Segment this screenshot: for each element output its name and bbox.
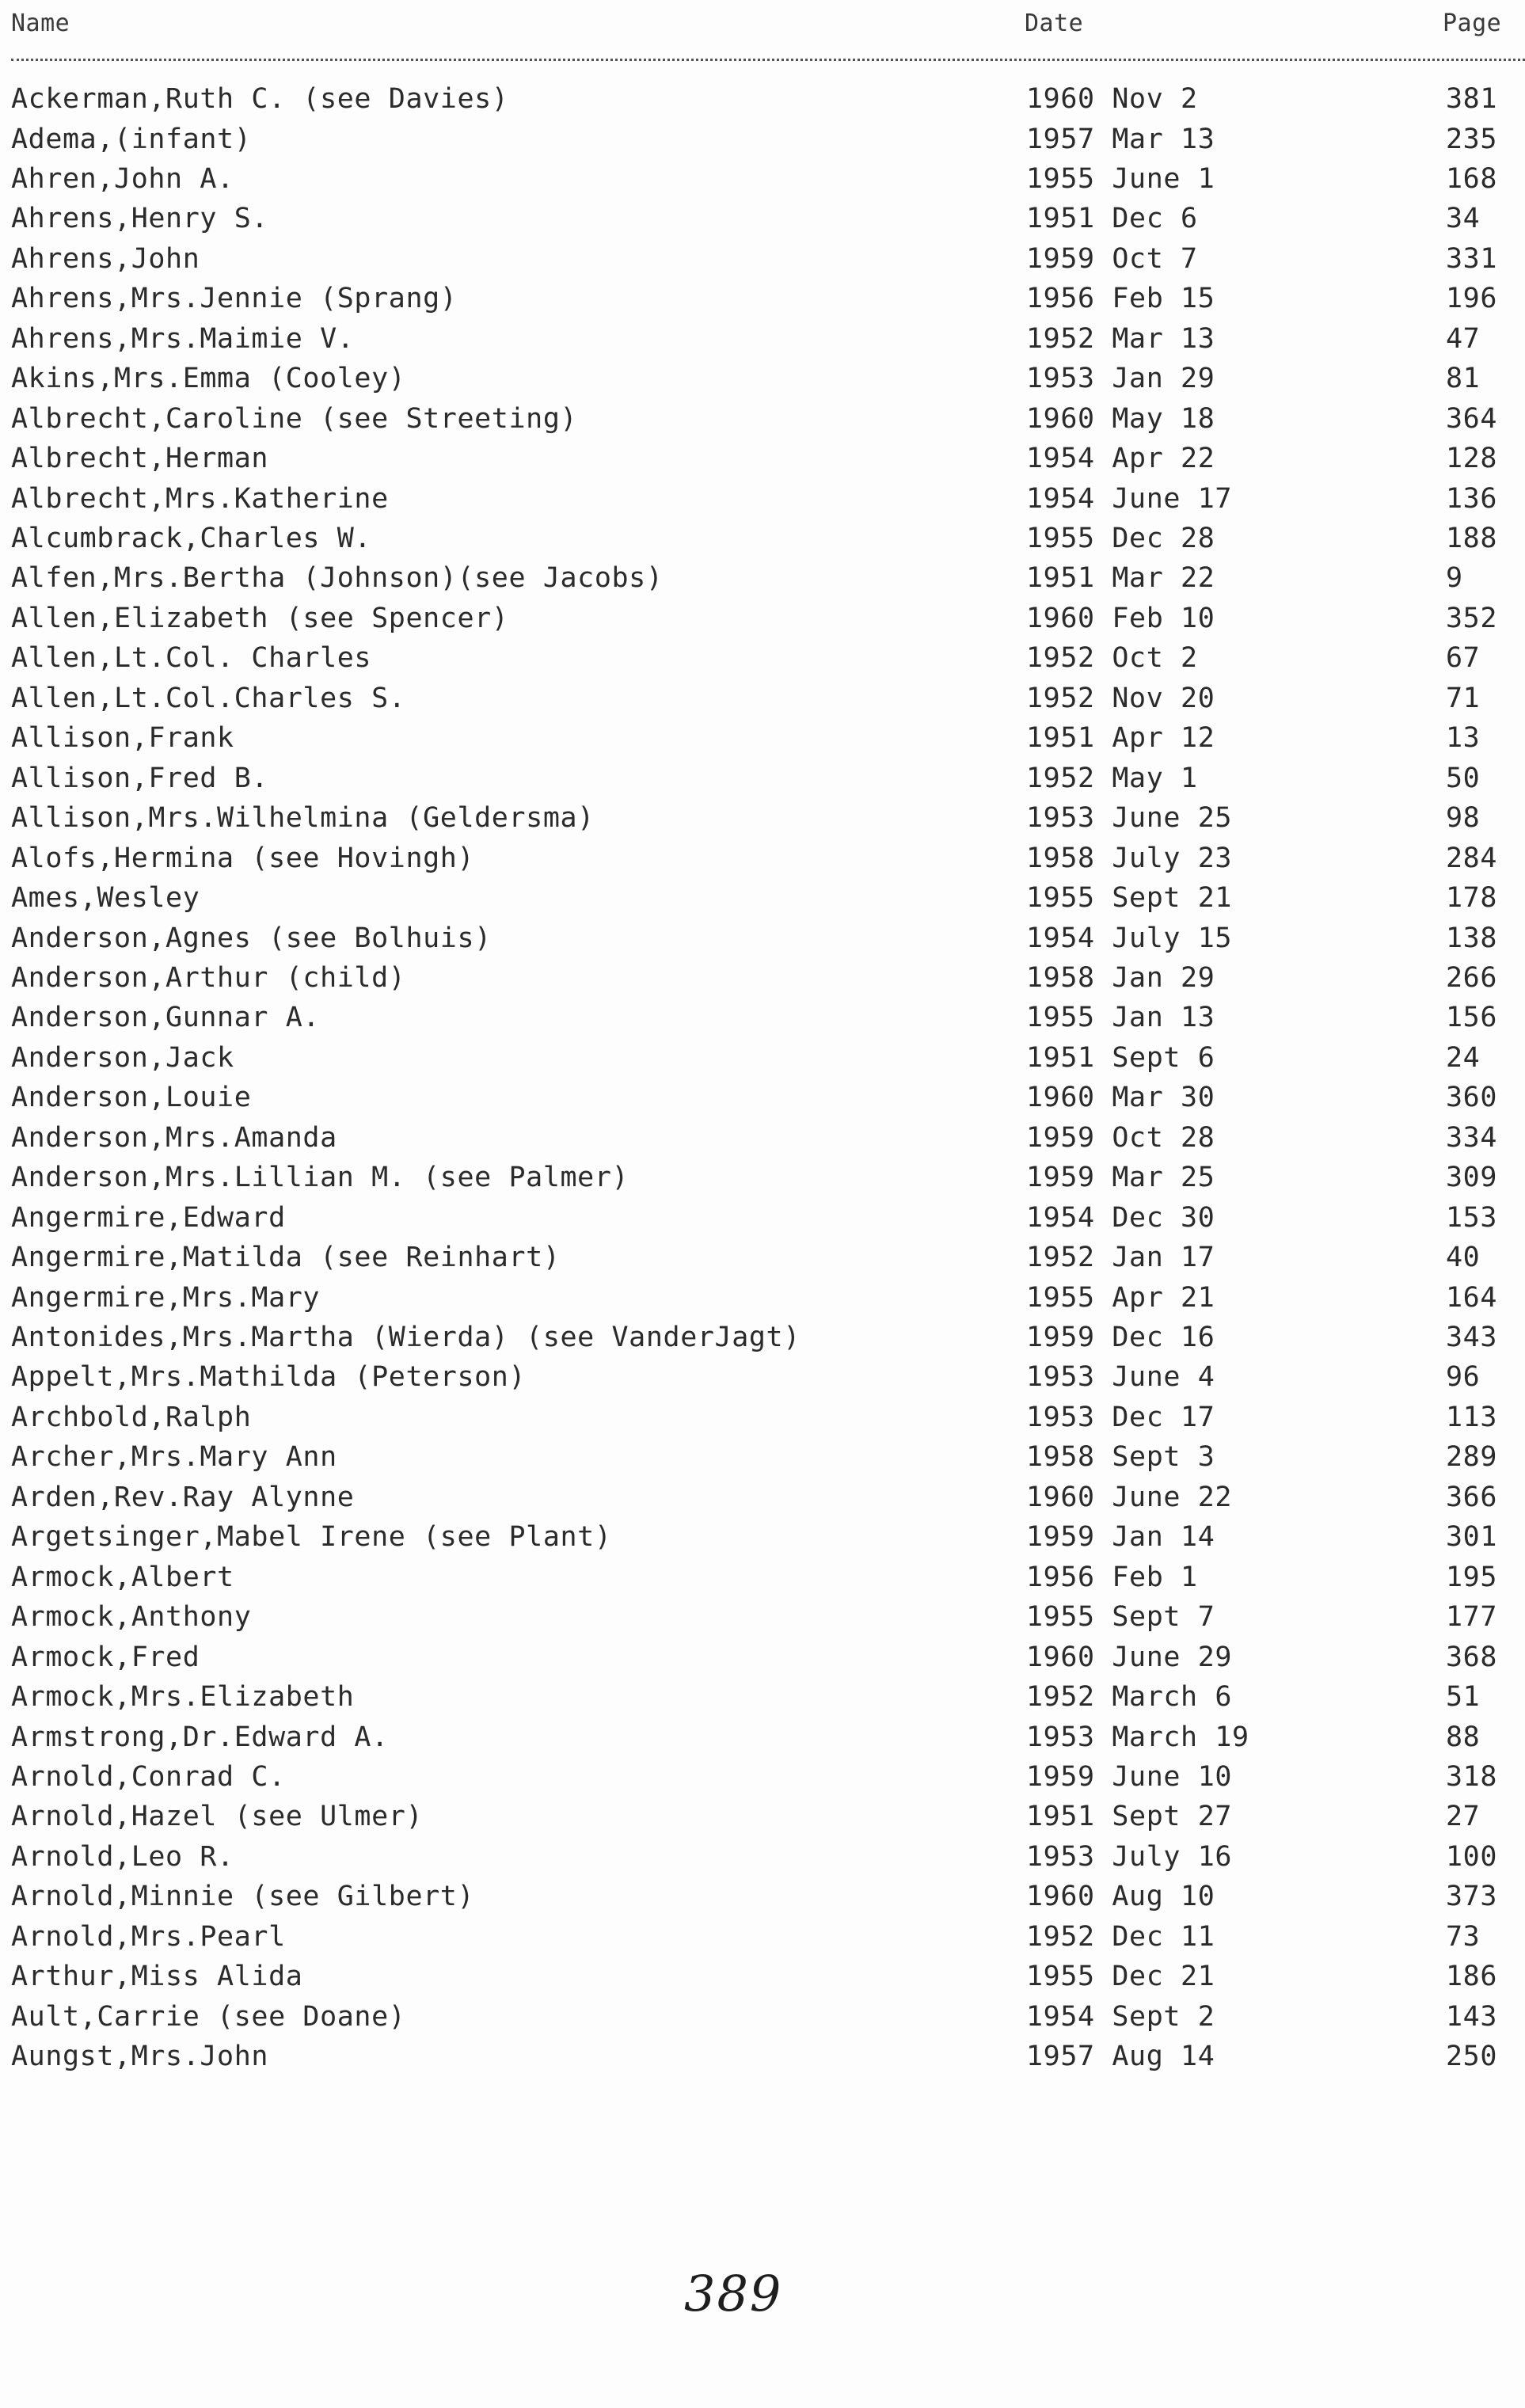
entry-page: 47 [1446, 322, 1481, 355]
entry-name: Albrecht,Mrs.Katherine [11, 482, 389, 515]
entry-name: Arthur,Miss Alida [11, 1961, 303, 1993]
entry-page: 143 [1446, 2000, 1498, 2033]
entry-name: Armock,Fred [11, 1641, 200, 1673]
entry-name: Alofs,Hermina (see Hovingh) [11, 842, 475, 874]
entry-page: 178 [1446, 882, 1498, 914]
entry-date: 1952 Oct 2 [1026, 642, 1198, 675]
entry-name: Alfen,Mrs.Bertha (Johnson)(see Jacobs) [11, 562, 664, 595]
index-entry-row [0, 1158, 1525, 1197]
index-entry-row [0, 919, 1525, 958]
index-entry-row [0, 1718, 1525, 1757]
entry-page: 27 [1446, 1801, 1481, 1833]
entry-name: Akins,Mrs.Emma (Cooley) [11, 363, 406, 395]
entry-page: 81 [1446, 363, 1481, 395]
entry-date: 1952 Jan 17 [1026, 1242, 1215, 1274]
index-entries [0, 79, 1525, 2090]
entry-date: 1953 June 4 [1026, 1361, 1215, 1394]
index-entry-row [0, 718, 1525, 758]
entry-page: 73 [1446, 1920, 1481, 1953]
entry-name: Anderson,Louie [11, 1082, 252, 1114]
entry-date: 1952 Mar 13 [1026, 322, 1215, 355]
entry-name: Allen,Lt.Col.Charles S. [11, 682, 406, 714]
entry-name: Ackerman,Ruth C. (see Davies) [11, 83, 509, 115]
index-entry-row [0, 1957, 1525, 1996]
entry-name: Archer,Mrs.Mary Ann [11, 1441, 337, 1474]
entry-date: 1956 Feb 1 [1026, 1561, 1198, 1593]
index-entry-row [0, 1517, 1525, 1557]
entry-date: 1953 July 16 [1026, 1840, 1233, 1873]
index-entry-row [0, 878, 1525, 918]
index-entry-row [0, 1638, 1525, 1677]
index-entry-row [0, 1797, 1525, 1836]
entry-name: Arnold,Conrad C. [11, 1760, 286, 1793]
entry-name: Anderson,Mrs.Lillian M. (see Palmer) [11, 1162, 629, 1194]
entry-page: 13 [1446, 722, 1481, 755]
index-entry-row [0, 359, 1525, 398]
entry-name: Angermire,Mrs.Mary [11, 1281, 321, 1314]
index-entry-row [0, 839, 1525, 878]
index-entry-row [0, 439, 1525, 478]
entry-name: Ahrens,John [11, 242, 200, 275]
entry-name: Antonides,Mrs.Martha (Wierda) (see VanderJagt) [11, 1322, 801, 1353]
entry-page: 51 [1446, 1681, 1481, 1713]
index-entry-row [0, 519, 1525, 558]
index-entry-row [0, 319, 1525, 359]
entry-date: 1959 Mar 25 [1026, 1162, 1215, 1194]
entry-page: 188 [1446, 523, 1498, 554]
entry-date: 1959 Jan 14 [1026, 1521, 1215, 1554]
index-entry-row [0, 1757, 1525, 1797]
entry-name: Allen,Lt.Col. Charles [11, 642, 372, 675]
entry-date: 1958 July 23 [1026, 842, 1233, 874]
header-dotted-rule [11, 59, 1525, 61]
entry-page: 196 [1446, 283, 1498, 315]
index-entry-row [0, 558, 1525, 598]
index-entry-row [0, 159, 1525, 199]
entry-date: 1951 Sept 6 [1026, 1041, 1215, 1074]
entry-date: 1952 March 6 [1026, 1681, 1233, 1713]
index-entry-row [0, 1597, 1525, 1637]
entry-date: 1959 Oct 7 [1026, 242, 1198, 275]
index-entry-row [0, 1997, 1525, 2037]
index-entry-row [0, 798, 1525, 838]
entry-page: 40 [1446, 1242, 1481, 1274]
entry-date: 1957 Mar 13 [1026, 123, 1215, 155]
entry-date: 1951 Apr 12 [1026, 722, 1215, 755]
entry-page: 186 [1446, 1961, 1498, 1993]
entry-name: Angermire,Matilda (see Reinhart) [11, 1242, 561, 1274]
entry-name: Ahrens,Henry S. [11, 203, 269, 235]
entry-name: Armock,Albert [11, 1561, 234, 1593]
entry-date: 1955 Dec 21 [1026, 1961, 1215, 1993]
entry-page: 352 [1446, 602, 1498, 634]
entry-page: 177 [1446, 1601, 1498, 1634]
entry-name: Anderson,Arthur (child) [11, 961, 406, 994]
entry-name: Alcumbrack,Charles W. [11, 523, 372, 554]
entry-date: 1953 Dec 17 [1026, 1401, 1215, 1433]
entry-date: 1955 Jan 13 [1026, 1002, 1215, 1034]
entry-name: Albrecht,Caroline (see Streeting) [11, 402, 578, 435]
entry-date: 1951 Mar 22 [1026, 562, 1215, 595]
entry-page: 113 [1446, 1401, 1498, 1433]
index-entry-row [0, 1198, 1525, 1238]
index-entry-row [0, 638, 1525, 678]
entry-page: 318 [1446, 1760, 1498, 1793]
entry-page: 266 [1446, 961, 1498, 994]
entry-date: 1955 Dec 28 [1026, 523, 1215, 554]
entry-page: 364 [1446, 402, 1498, 435]
entry-page: 360 [1446, 1082, 1498, 1114]
entry-name: Aungst,Mrs.John [11, 2041, 269, 2073]
entry-date: 1955 June 1 [1026, 162, 1215, 195]
entry-name: Armock,Anthony [11, 1601, 252, 1634]
entry-name: Allison,Frank [11, 722, 234, 755]
index-entry-row [0, 1238, 1525, 1277]
entry-page: 250 [1446, 2041, 1498, 2073]
entry-page: 153 [1446, 1201, 1498, 1234]
entry-date: 1960 Aug 10 [1026, 1881, 1215, 1913]
entry-date: 1957 Aug 14 [1026, 2041, 1215, 2073]
index-entry-row [0, 1877, 1525, 1916]
entry-page: 50 [1446, 762, 1481, 794]
entry-page: 309 [1446, 1162, 1498, 1194]
entry-date: 1960 Nov 2 [1026, 83, 1198, 115]
entry-page: 34 [1446, 203, 1481, 235]
entry-date: 1953 June 25 [1026, 802, 1233, 835]
entry-name: Arnold,Hazel (see Ulmer) [11, 1801, 424, 1833]
entry-date: 1960 Feb 10 [1026, 602, 1215, 634]
entry-page: 88 [1446, 1721, 1481, 1753]
index-entry-row [0, 79, 1525, 119]
entry-date: 1952 Nov 20 [1026, 682, 1215, 714]
entry-page: 9 [1446, 562, 1463, 595]
entry-page: 235 [1446, 123, 1498, 155]
entry-date: 1952 Dec 11 [1026, 1920, 1215, 1953]
index-entry-row [0, 1318, 1525, 1357]
index-entry-row [0, 1118, 1525, 1158]
entry-page: 136 [1446, 482, 1498, 515]
entry-date: 1955 Apr 21 [1026, 1281, 1215, 1314]
handwritten-page-number: 389 [684, 2265, 783, 2322]
entry-date: 1960 June 22 [1026, 1481, 1233, 1513]
index-entry-row [0, 1437, 1525, 1477]
index-entry-row [0, 399, 1525, 439]
index-entry-row [0, 679, 1525, 718]
entry-date: 1954 Dec 30 [1026, 1201, 1215, 1234]
entry-date: 1952 May 1 [1026, 762, 1198, 794]
entry-page: 164 [1446, 1281, 1498, 1314]
entry-page: 67 [1446, 642, 1481, 675]
entry-name: Archbold,Ralph [11, 1401, 252, 1433]
entry-date: 1951 Sept 27 [1026, 1801, 1233, 1833]
entry-date: 1954 July 15 [1026, 922, 1233, 954]
entry-name: Armstrong,Dr.Edward A. [11, 1721, 389, 1753]
entry-date: 1954 Sept 2 [1026, 2000, 1215, 2033]
entry-date: 1959 Dec 16 [1026, 1322, 1215, 1353]
index-entry-row [0, 599, 1525, 638]
entry-page: 96 [1446, 1361, 1481, 1394]
entry-page: 343 [1446, 1322, 1498, 1353]
entry-name: Allen,Elizabeth (see Spencer) [11, 602, 509, 634]
column-header-date: Date [1025, 10, 1084, 37]
index-entry-row [0, 199, 1525, 238]
index-entry-row [0, 1478, 1525, 1517]
column-header-name: Name [11, 10, 70, 37]
entry-page: 156 [1446, 1002, 1498, 1034]
index-entry-row [0, 1078, 1525, 1117]
entry-date: 1955 Sept 7 [1026, 1601, 1215, 1634]
entry-page: 100 [1446, 1840, 1498, 1873]
entry-page: 289 [1446, 1441, 1498, 1474]
entry-date: 1953 March 19 [1026, 1721, 1249, 1753]
entry-name: Ahrens,Mrs.Maimie V. [11, 322, 355, 355]
entry-page: 331 [1446, 242, 1498, 275]
index-entry-row [0, 120, 1525, 159]
column-header-page: Page [1443, 10, 1502, 37]
entry-date: 1959 Oct 28 [1026, 1121, 1215, 1154]
entry-page: 381 [1446, 83, 1498, 115]
entry-page: 98 [1446, 802, 1481, 835]
entry-name: Arnold,Leo R. [11, 1840, 234, 1873]
index-entry-row [0, 2037, 1525, 2076]
index-entry-row [0, 759, 1525, 798]
index-entry-row [0, 1398, 1525, 1437]
entry-page: 138 [1446, 922, 1498, 954]
index-entry-row [0, 1357, 1525, 1397]
entry-page: 284 [1446, 842, 1498, 874]
entry-date: 1958 Jan 29 [1026, 961, 1215, 994]
entry-name: Ault,Carrie (see Doane) [11, 2000, 406, 2033]
entry-page: 334 [1446, 1121, 1498, 1154]
entry-date: 1954 Apr 22 [1026, 443, 1215, 475]
entry-name: Angermire,Edward [11, 1201, 286, 1234]
entry-name: Arnold,Minnie (see Gilbert) [11, 1881, 475, 1913]
entry-date: 1959 June 10 [1026, 1760, 1233, 1793]
entry-name: Appelt,Mrs.Mathilda (Peterson) [11, 1361, 527, 1394]
entry-date: 1956 Feb 15 [1026, 283, 1215, 315]
entry-date: 1960 Mar 30 [1026, 1082, 1215, 1114]
index-entry-row [0, 1917, 1525, 1957]
index-entry-row [0, 1837, 1525, 1877]
entry-date: 1960 May 18 [1026, 402, 1215, 435]
entry-name: Anderson,Gunnar A. [11, 1002, 321, 1034]
index-entry-row [0, 998, 1525, 1037]
index-entry-row [0, 1558, 1525, 1597]
entry-name: Armock,Mrs.Elizabeth [11, 1681, 355, 1713]
entry-name: Adema,(infant) [11, 123, 252, 155]
entry-name: Arnold,Mrs.Pearl [11, 1920, 286, 1953]
entry-page: 366 [1446, 1481, 1498, 1513]
entry-name: Albrecht,Herman [11, 443, 269, 475]
entry-page: 24 [1446, 1041, 1481, 1074]
entry-name: Anderson,Agnes (see Bolhuis) [11, 922, 492, 954]
index-entry-row [0, 958, 1525, 998]
entry-page: 368 [1446, 1641, 1498, 1673]
entry-date: 1954 June 17 [1026, 482, 1233, 515]
entry-page: 301 [1446, 1521, 1498, 1554]
entry-date: 1958 Sept 3 [1026, 1441, 1215, 1474]
index-entry-row [0, 279, 1525, 318]
entry-name: Ahrens,Mrs.Jennie (Sprang) [11, 283, 458, 315]
index-entry-row [0, 239, 1525, 279]
entry-date: 1951 Dec 6 [1026, 203, 1198, 235]
entry-page: 128 [1446, 443, 1498, 475]
entry-page: 168 [1446, 162, 1498, 195]
entry-date: 1960 June 29 [1026, 1641, 1233, 1673]
index-entry-row [0, 1038, 1525, 1078]
entry-name: Allison,Fred B. [11, 762, 269, 794]
entry-name: Anderson,Mrs.Amanda [11, 1121, 337, 1154]
entry-page: 195 [1446, 1561, 1498, 1593]
entry-name: Allison,Mrs.Wilhelmina (Geldersma) [11, 802, 595, 835]
entry-name: Arden,Rev.Ray Alynne [11, 1481, 355, 1513]
index-entry-row [0, 1677, 1525, 1717]
entry-name: Anderson,Jack [11, 1041, 234, 1074]
entry-name: Ames,Wesley [11, 882, 200, 914]
entry-name: Ahren,John A. [11, 162, 234, 195]
entry-date: 1955 Sept 21 [1026, 882, 1233, 914]
entry-name: Argetsinger,Mabel Irene (see Plant) [11, 1521, 612, 1554]
index-entry-row [0, 1278, 1525, 1318]
entry-date: 1953 Jan 29 [1026, 363, 1215, 395]
entry-page: 71 [1446, 682, 1481, 714]
entry-page: 373 [1446, 1881, 1498, 1913]
index-entry-row [0, 479, 1525, 519]
